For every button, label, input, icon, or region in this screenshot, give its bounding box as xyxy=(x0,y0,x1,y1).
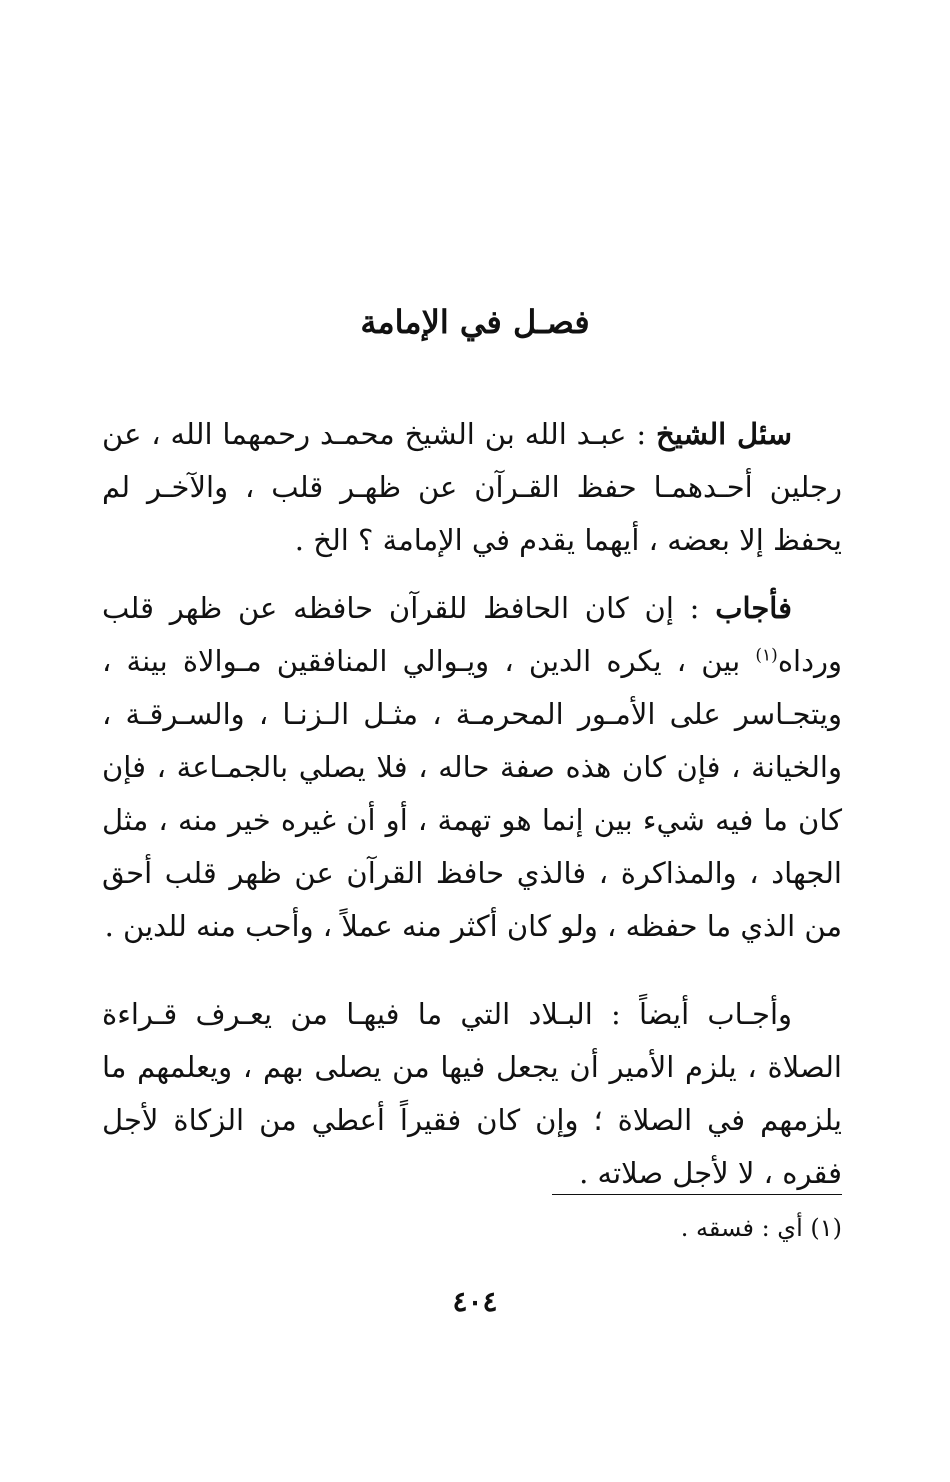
footnote-divider xyxy=(552,1194,842,1195)
paragraph-text: بين ، يكره الدين ، ويـوالي المنافقين مـوالاة بينة ، ويتجـاسر على الأمـور المحرمـة ، مثـل الـزنـا ، والسـرقـة ، والخيانة ، فإن كان هذه صفة حاله ، فلا يصلي بالجمـاعة ، فإن كان ما فيه شيء بين إنما هو تهمة ، أو أن غيره خير منه ، مثل الجهاد ، والمذاكرة ، فالذي حافظ القرآن عن ظهر قلب أحق من الذي ما حفظه ، ولو كان أكثر منه عملاً ، وأحب منه للدين . xyxy=(102,644,842,943)
chapter-title: فصـل في الإمامة xyxy=(360,303,590,341)
paragraph-text: : إن كان الحافظ للقرآن حافظه عن ظهر قلب ورداه xyxy=(102,591,842,678)
paragraph-lead: سئل الشيخ xyxy=(655,417,792,451)
paragraph-text: : البـلاد التي ما فيهـا من يعـرف قـراءة الصلاة ، يلزم الأمير أن يجعل فيها من يصلى بهم ، ويعلمهم ما يلزمهم في الصلاة ؛ وإن كان فقيراً أعطي من الزكاة لأجل فقره ، لا لأجل صلاته . xyxy=(102,997,842,1190)
paragraph-answer-also xyxy=(102,988,842,1200)
paragraph-lead: فأجاب xyxy=(715,591,792,625)
footnote-reference: (١) xyxy=(755,645,778,666)
paragraph-answer xyxy=(102,582,842,953)
paragraph-question xyxy=(102,408,842,567)
page-number: ٤٠٤ xyxy=(452,1285,498,1318)
paragraph-lead: وأجـاب أيضاً xyxy=(639,997,793,1031)
footnote: (١) أي : فسقه . xyxy=(680,1214,842,1242)
paragraph-text: : عبـد الله بن الشيخ محمـد رحمهما الله ، عن رجلين أحـدهمـا حفظ القـرآن عن ظهـر قلب ، والآخـر لم يحفظ إلا بعضه ، أيهما يقدم في الإمامة ؟ الخ . xyxy=(102,417,842,557)
